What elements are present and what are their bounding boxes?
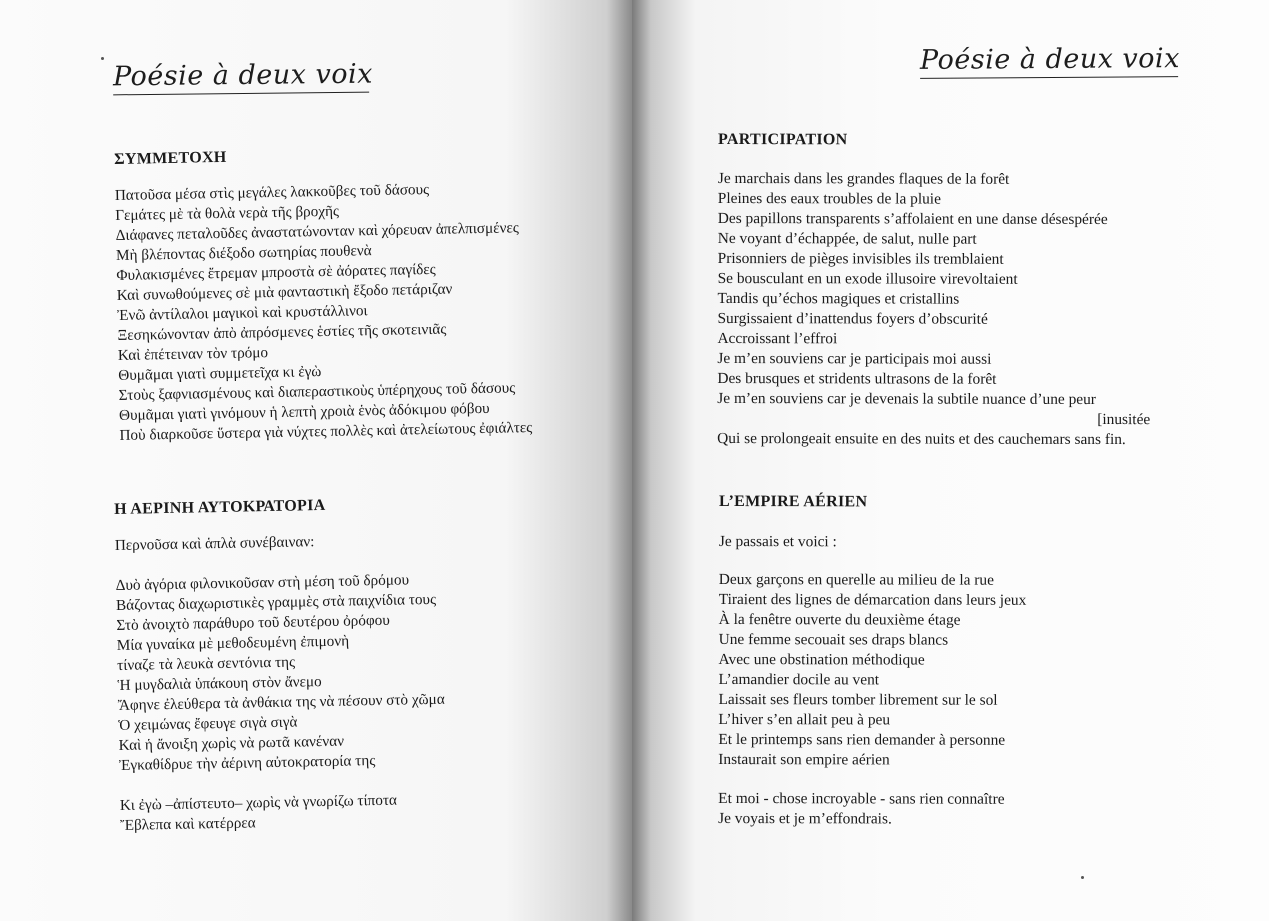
poem-symmetochi (114, 142, 532, 446)
poem-line: Γεμάτες μὲ τὰ θολὰ νερὰ τῆς βροχῆς (115, 202, 340, 224)
poem-title: PARTICIPATION (717, 131, 848, 149)
poem-line: Et moi - chose incroyable - sans rien connaître (718, 789, 1005, 808)
stanza-break (718, 770, 1026, 790)
poem-empire-aerien (718, 492, 1026, 830)
left-page (0, 0, 632, 921)
poem-line: Δυὸ ἀγόρια φιλονικοῦσαν στὴ μέση τοῦ δρόμου (115, 571, 410, 594)
poem-line: Je m’en souviens car je devenais la subtile nuance d’une peur (717, 389, 1096, 408)
poem-line: τίναζε τὰ λευκὰ σεντόνια της (117, 653, 296, 674)
poem-line: Laissait ses fleurs tomber librement sur le sol (718, 690, 998, 709)
poem-title: Η ΑΕΡΙΝΗ ΑΥΤΟΚΡΑΤΟΡΙΑ (114, 496, 326, 518)
poem-line: Tandis qu’échos magiques et cristallins (717, 289, 960, 308)
poem-line: Βάζοντας διαχωριστικὲς γραμμὲς στὰ παιχνίδια τους (115, 590, 437, 614)
poem-line: Des brusques et stridents ultrasons de la forêt (717, 369, 997, 388)
poem-line: À la fenêtre ouverte du deuxième étage (718, 610, 961, 629)
poem-line: Καὶ ἐπέτειναν τὸν τρόμο (117, 344, 269, 364)
poem-participation (717, 130, 1151, 450)
right-page (632, 0, 1269, 921)
poem-line: Ἄφηνε ἐλεύθερα τὰ ἀνθάκια της νὰ πέσουν στὸ χῶμα (117, 690, 445, 714)
poem-line: Accroissant l’effroi (717, 329, 838, 348)
poem-lines (115, 530, 448, 836)
running-head-right: Poésie à deux voix (920, 43, 1178, 79)
poem-line: L’hiver s’en allait peu à peu (718, 710, 891, 729)
poem-line: Instaurait son empire aérien (718, 750, 890, 769)
poem-line: Ξεσηκώνονταν ἀπὸ ἀπρόσμενες ἑστίες τῆς σκοτεινιᾶς (117, 320, 447, 344)
poem-line: Κι ἐγὼ –ἀπίστευτο– χωρὶς νὰ γνωρίζω τίποτα (119, 791, 398, 814)
ink-speck (1081, 876, 1084, 879)
poem-line: Avec une obstination méthodique (718, 650, 925, 669)
poem-line: Une femme secouait ses draps blancs (718, 630, 949, 649)
poem-line: Καὶ ἡ ἄνοιξη χωρὶς νὰ ρωτᾶ κανέναν (118, 732, 345, 754)
poem-line-continuation: [inusitée (1097, 410, 1151, 429)
poem-line: Se bousculant en un exode illusoire virevoltaient (717, 269, 1018, 288)
poem-lines (115, 178, 533, 446)
poem-line: Φυλακισμένες ἔτρεμαν μπροστὰ σὲ ἀόρατες παγίδες (116, 260, 436, 284)
poem-title: ΣΥΜΜΕΤΟΧΗ (114, 148, 227, 168)
ink-speck (101, 57, 104, 60)
poem-line: Deux garçons en querelle au milieu de la rue (718, 570, 995, 589)
poem-line: Je voyais et je m’effondrais. (718, 809, 892, 828)
poem-line: Θυμᾶμαι γιατὶ συμμετεῖχα κι ἐγὼ (118, 363, 322, 384)
poem-line: Ὁ χειμώνας ἔφευγε σιγὰ σιγὰ (118, 713, 298, 734)
poem-line: Je m’en souviens car je participais moi aussi (717, 349, 992, 368)
poem-intro: Je passais et voici : (718, 532, 837, 551)
poem-line: Διάφανες πεταλοῦδες ἀναστατώνονταν καὶ χόρευαν ἀπελπισμένες (115, 219, 519, 244)
poem-line: Μὴ βλέποντας διέξοδο σωτηρίας πουθενὰ (115, 242, 372, 264)
poem-line: Ἡ μυγδαλιὰ ὑπάκουη στὸν ἄνεμο (117, 673, 322, 694)
poem-aerini-aftokratoria (114, 494, 447, 836)
poem-line: L’amandier docile au vent (718, 670, 880, 689)
poem-line: Στοὺς ξαφνιασμένους καὶ διαπεραστικοὺς ὑπέρηχους τοῦ δάσους (118, 379, 516, 404)
poem-line: Μία γυναίκα μὲ μεθοδευμένη ἐπιμονὴ (116, 632, 350, 654)
poem-title: L’EMPIRE AÉRIEN (718, 493, 868, 511)
poem-line: Καὶ συνωθούμενες σὲ μιὰ φανταστικὴ ἔξοδο πετάριζαν (116, 280, 453, 304)
running-head-left: Poésie à deux voix (113, 59, 369, 96)
poem-line: Surgissaient d’inattendus foyers d’obscurité (717, 309, 988, 328)
poem-line: Ἔβλεπα καὶ κατέρρεα (120, 814, 256, 834)
poem-line: Στὸ ἀνοιχτὸ παράθυρο τοῦ δευτέρου ὀρόφου (116, 611, 390, 634)
poem-intro: Περνοῦσα καὶ ἁπλὰ συνέβαιναν: (114, 533, 315, 554)
poem-line: Et le printemps sans rien demander à personne (718, 730, 1006, 749)
poem-line: Ποὺ διαρκοῦσε ὕστερα γιὰ νύχτες πολλὲς καὶ ἀτελείωτους ἐφιάλτες (119, 419, 533, 444)
poem-line: Pleines des eaux troubles de la pluie (717, 189, 941, 208)
poem-line: Prisonniers de pièges invisibles ils tremblaient (717, 249, 1004, 268)
poem-lines (717, 169, 1151, 450)
poem-line: Ἐνῶ ἀντίλαλοι μαγικοὶ καὶ κρυστάλλινοι (117, 302, 368, 324)
poem-line: Tiraient des lignes de démarcation dans leurs jeux (718, 590, 1027, 609)
poem-line: Ἐγκαθίδρυε τὴν ἀέρινη αὐτοκρατορία της (118, 752, 376, 774)
stanza-break (719, 552, 1027, 571)
poem-lines (718, 532, 1026, 830)
poem-line: Ne voyant d’échappée, de salut, nulle part (717, 229, 977, 248)
poem-line: Πατοῦσα μέσα στὶς μεγάλες λακκοῦβες τοῦ δάσους (114, 180, 430, 204)
poem-line: Des papillons transparents s’affolaient en une danse désespérée (717, 209, 1108, 229)
poem-line: Je marchais dans les grandes flaques de la forêt (717, 169, 1010, 188)
poem-line: Qui se prolongeait ensuite en des nuits et des cauchemars sans fin. (717, 429, 1126, 449)
poem-line: Θυμᾶμαι γιατὶ γινόμουν ἡ λεπτὴ χροιὰ ἑνὸς ἀδόκιμου φόβου (118, 399, 490, 424)
